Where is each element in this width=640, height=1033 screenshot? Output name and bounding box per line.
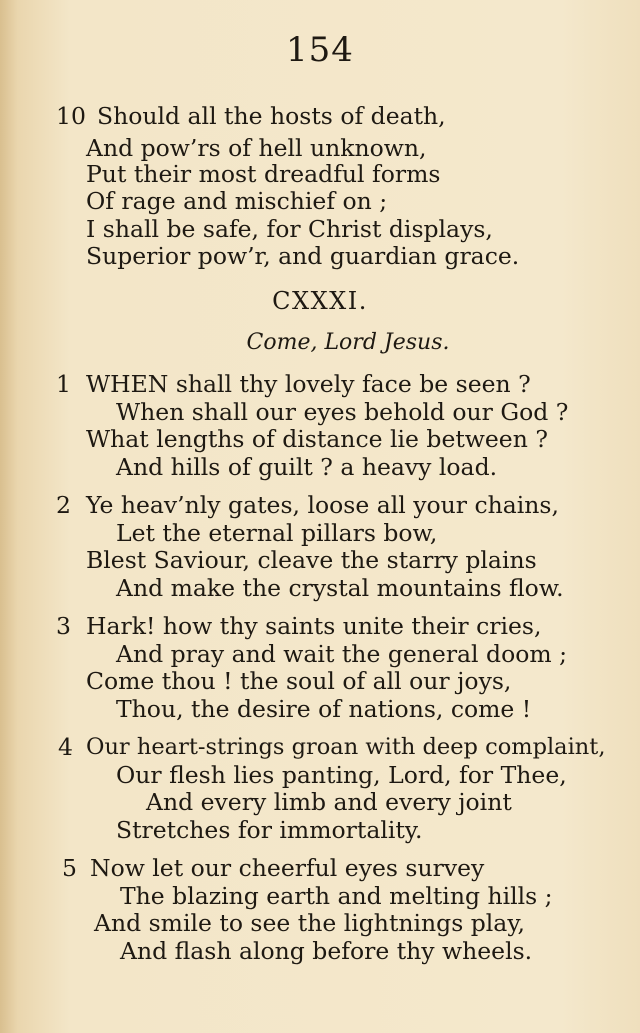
verse-line: The blazing earth and melting hills ;: [120, 882, 553, 910]
verse-line: Ye heav’nly gates, loose all your chains,: [86, 491, 559, 519]
verse-line: Should all the hosts of death,: [97, 102, 446, 130]
verse-line: Put their most dreadful forms: [86, 160, 441, 188]
verse-line: And flash along before thy wheels.: [120, 937, 533, 965]
verse-line: And pray and wait the general doom ;: [116, 640, 568, 668]
verse-number: 3: [56, 612, 71, 640]
hymn-subtitle: Come, Lord Jesus.: [246, 330, 450, 355]
verse-line: Come thou ! the soul of all our joys,: [86, 667, 512, 695]
verse-line: Our heart-strings groan with deep complaint,: [86, 734, 606, 760]
hymn-title: CXXXI.: [272, 287, 368, 315]
verse-line: Hark! how thy saints unite their cries,: [86, 612, 542, 640]
verse-line: Superior pow’r, and guardian grace.: [86, 242, 520, 270]
verse-line: Our flesh lies panting, Lord, for Thee,: [116, 761, 567, 789]
verse-line: Let the eternal pillars bow,: [116, 519, 438, 547]
verse-line: When shall our eyes behold our God ?: [116, 398, 569, 426]
verse-line: Of rage and mischief on ;: [86, 187, 388, 215]
verse-line: And make the crystal mountains flow.: [116, 574, 564, 602]
verse-line: What lengths of distance lie between ?: [86, 425, 548, 453]
verse-line: And pow’rs of hell unknown,: [86, 134, 427, 162]
verse-line: And smile to see the lightnings play,: [94, 909, 525, 937]
verse-number: 2: [56, 491, 71, 519]
verse-line: WHEN shall thy lovely face be seen ?: [86, 370, 531, 398]
verse-line: Stretches for immortality.: [116, 816, 423, 844]
verse-number: 10: [56, 102, 86, 130]
verse-line: I shall be safe, for Christ displays,: [86, 215, 493, 243]
verse-line: Blest Saviour, cleave the starry plains: [86, 546, 537, 574]
verse-number: 4: [58, 733, 73, 761]
verse-number: 1: [56, 370, 71, 398]
verse-line: Thou, the desire of nations, come !: [116, 695, 532, 723]
verse-line: And every limb and every joint: [146, 788, 512, 816]
verse-line: Now let our cheerful eyes survey: [90, 854, 485, 882]
verse-number: 5: [62, 854, 77, 882]
verse-line: And hills of guilt ? a heavy load.: [116, 453, 498, 481]
page-number: 154: [286, 30, 354, 70]
